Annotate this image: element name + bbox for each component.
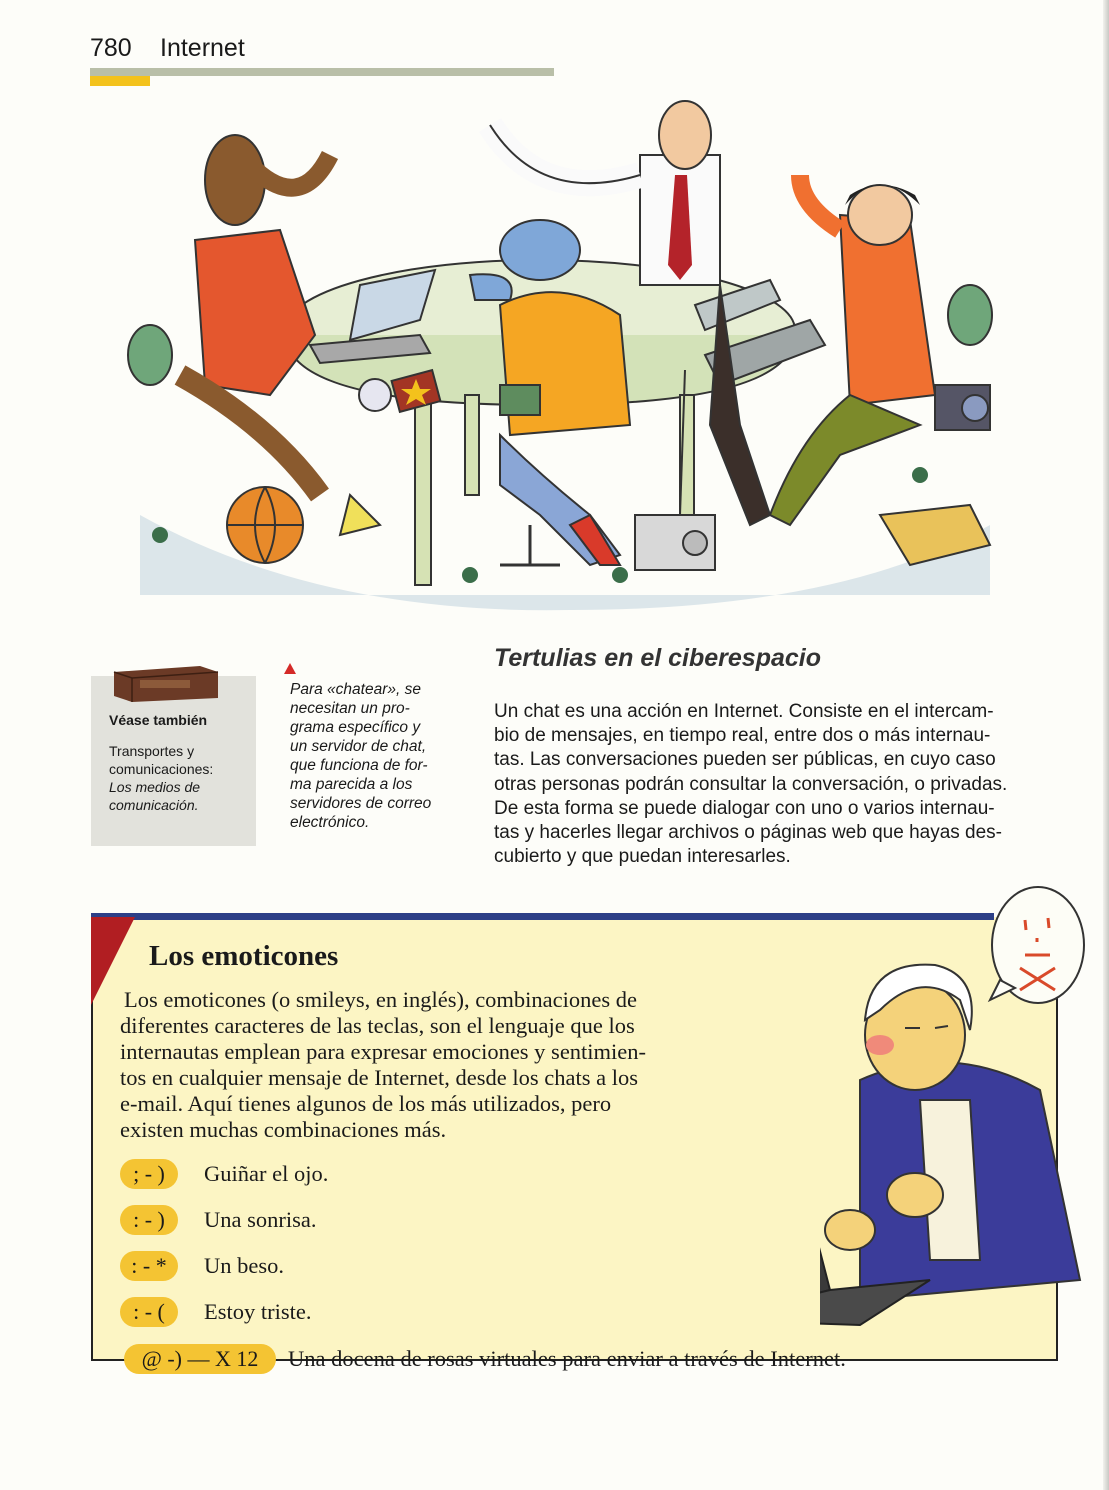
emoticon-meaning: Estoy triste. <box>204 1299 312 1324</box>
body-line: tas. Las conversaciones pueden ser públicas, en cuyo caso <box>494 749 996 770</box>
emoticons-title: Los emoticones <box>149 940 339 972</box>
section-title: Tertulias en el ciberespacio <box>494 644 821 672</box>
emoticons-intro-line: existen muchas combinaciones más. <box>120 1117 447 1142</box>
emoticon-symbol: ; - ) <box>120 1159 178 1189</box>
see-also-link[interactable]: comunicación. <box>109 797 199 813</box>
emoticons-intro-line: tos en cualquier mensaje de Internet, desde los chats a los <box>120 1065 638 1090</box>
book-icon <box>110 662 222 702</box>
emoticon-meaning: Un beso. <box>204 1253 284 1278</box>
body-line: De esta forma se puede dialogar con uno o varios internau- <box>494 798 995 819</box>
see-also-line: Transportes y <box>109 743 195 759</box>
caption-arrow-icon <box>284 663 296 674</box>
caption-line: ma parecida a los <box>290 776 413 793</box>
caption-line: grama específico y <box>290 719 421 736</box>
chat-table-illustration <box>120 95 1000 615</box>
body-line: otras personas podrán consultar la conversación, o privadas. <box>494 774 1008 795</box>
emoticons-intro-line: internautas emplean para expresar emociones y sentimien- <box>120 1039 647 1064</box>
caption-line: servidores de correo <box>290 795 432 812</box>
see-also-link[interactable]: Los medios de <box>109 779 201 795</box>
header-accent-bar <box>90 76 150 86</box>
page-number: 780 <box>90 34 132 62</box>
body-line: tas y hacerles llegar archivos o páginas web que hayas des- <box>494 822 1003 843</box>
caption-line: un servidor de chat, <box>290 738 427 755</box>
see-also-line: comunicaciones: <box>109 761 214 777</box>
caption-line: Para «chatear», se <box>290 681 421 698</box>
emoticons-intro-line: diferentes caracteres de las teclas, son el lenguaje que los <box>120 1013 635 1038</box>
caption-line: necesitan un pro- <box>290 700 410 717</box>
body-line: cubierto y que puedan interesarles. <box>494 846 791 867</box>
caption-line: electrónico. <box>290 814 370 831</box>
emoticons-intro-line: Los emoticones (o smileys, en inglés), combinaciones de <box>124 987 638 1012</box>
header-rule <box>90 68 554 76</box>
emoticon-meaning: Una docena de rosas virtuales para enviar a través de Internet. <box>288 1346 846 1371</box>
emoticon-symbol: @ -) — X 12 <box>124 1344 276 1374</box>
see-also-heading: Véase también <box>109 712 208 728</box>
wig-character-laptop-illustration <box>820 880 1085 1360</box>
body-line: Un chat es una acción en Internet. Consiste en el intercam- <box>494 701 994 722</box>
page-title: Internet <box>160 34 245 62</box>
emoticon-meaning: Una sonrisa. <box>204 1207 317 1232</box>
emoticon-symbol: : - * <box>120 1251 178 1281</box>
page-edge <box>1103 0 1109 1490</box>
emoticon-symbol: : - ) <box>120 1205 178 1235</box>
emoticon-symbol: : - ( <box>120 1297 178 1327</box>
caption-line: que funciona de for- <box>290 757 428 774</box>
emoticons-intro-line: e-mail. Aquí tienes algunos de los más utilizados, pero <box>120 1091 612 1116</box>
body-line: bio de mensajes, en tiempo real, entre dos o más internau- <box>494 725 991 746</box>
emoticon-meaning: Guiñar el ojo. <box>204 1161 329 1186</box>
